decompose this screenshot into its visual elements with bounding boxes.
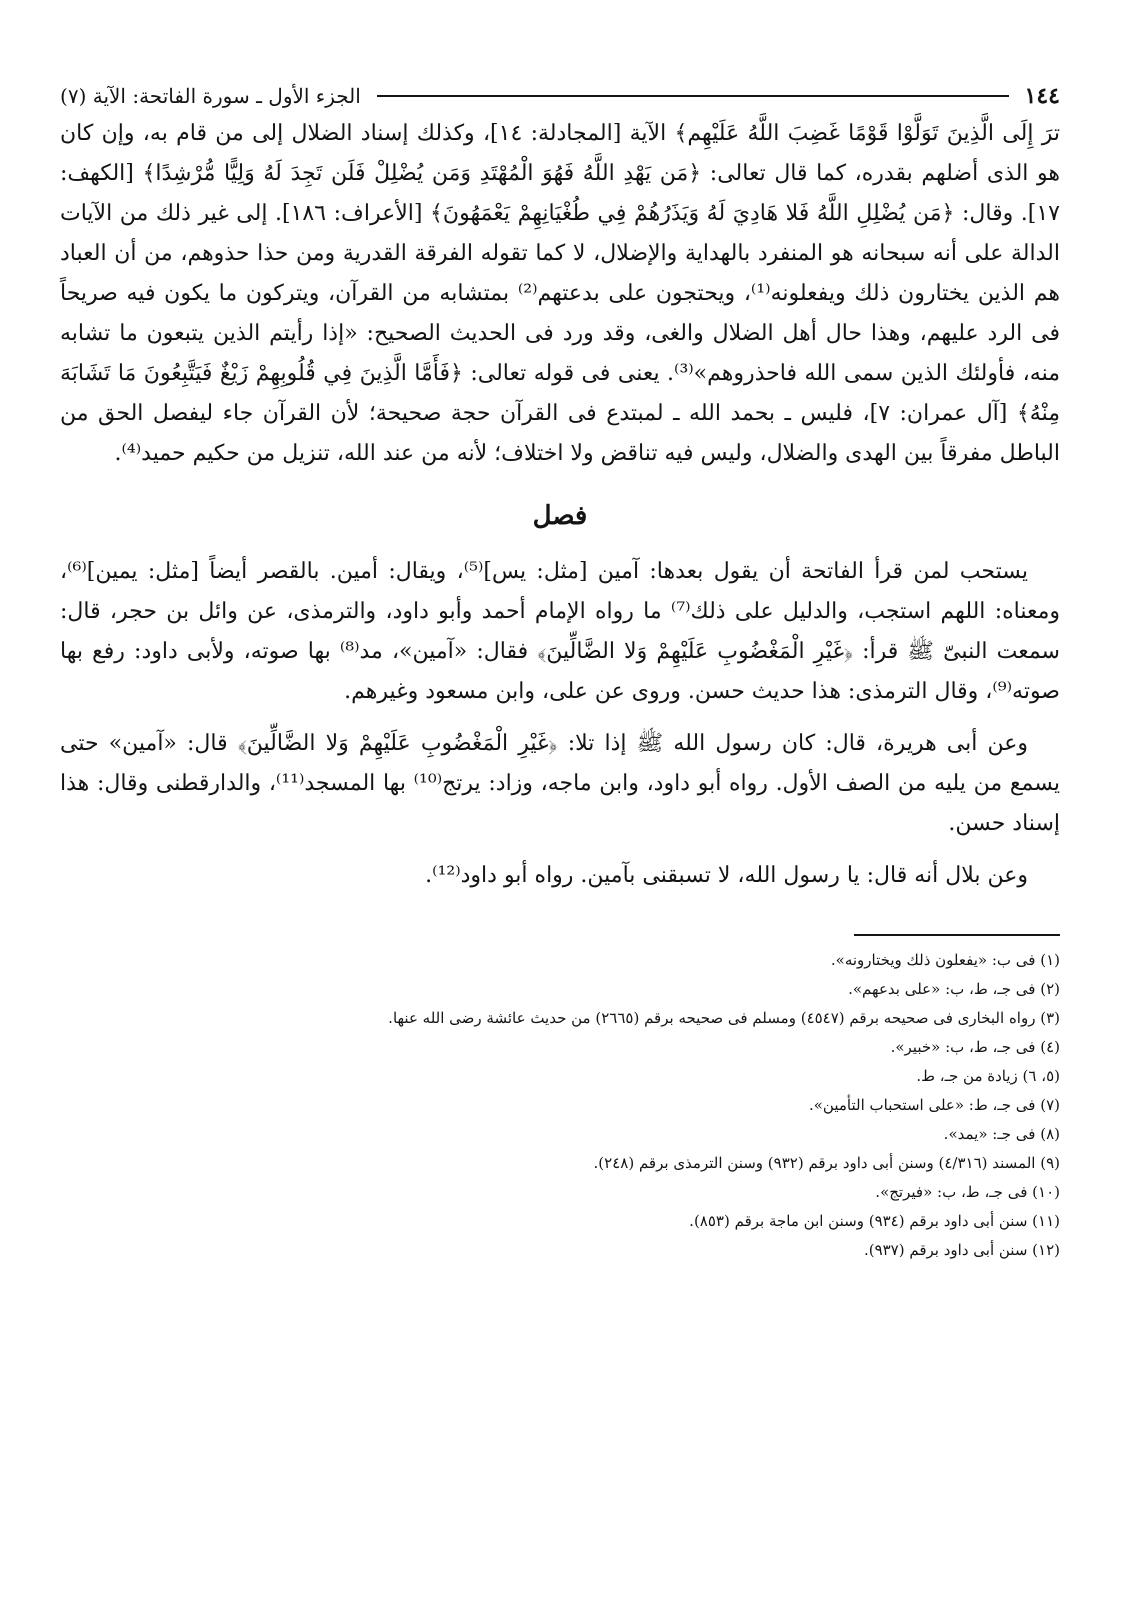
paragraph-abu-hurayra: وعن أبى هريرة، قال: كان رسول الله ﷺ إذا تلا: ﴿غَيْرِ الْمَغْضُوبِ عَلَيْهِمْ وَلا الضَّالِّينَ﴾ قال: «آمين» حتى يسمع من يليه من الصف الأول. رواه أبو داود، وابن ماجه، وزاد: يرتج⁽¹⁰⁾ بها المسجد⁽¹¹⁾، والدارقطنى وقال: هذا إسناد حسن.: [60, 731, 1061, 836]
paragraph-bilal: وعن بلال أنه قال: يا رسول الله، لا تسبقنى بآمين. رواه أبو داود⁽¹²⁾.: [425, 863, 1028, 888]
footnote: (١١) سنن أبى داود برقم (٩٣٤) وسنن ابن ماجة برقم (٨٥٣).: [689, 1212, 1060, 1230]
footnote: (٢) فى جـ، ط، ب: «على بدعهم».: [848, 980, 1060, 998]
section-heading: فصل: [532, 501, 588, 531]
footnote-separator-wrap: [60, 896, 1060, 946]
footnotes-list: [60, 946, 1060, 1265]
footnote: (٥، ٦) زيادة من جـ، ط.: [916, 1067, 1060, 1085]
main-text: [60, 114, 1060, 896]
running-title: الجزء الأول ـ سورة الفاتحة: الآية (٧): [60, 84, 361, 108]
footnote-separator: [854, 934, 1060, 936]
footnote: (٧) فى جـ، ط: «على استحباب التأمين».: [808, 1096, 1060, 1114]
paragraph-continuation: ترَ إِلَى الَّذِينَ تَوَلَّوْا قَوْمًا غَضِبَ اللَّهُ عَلَيْهِم﴾ الآية [المجادلة: ١٤]، وكذلك إسناد الضلال إلى من قام به، وإن كان هو الذى أضلهم بقدره، كما قال تعالى: ﴿مَن يَهْدِ اللَّهُ فَهُوَ الْمُهْتَدِ وَمَن يُضْلِلْ فَلَن تَجِدَ لَهُ وَلِيًّا مُّرْشِدًا﴾ [الكهف: ١٧]. وقال: ﴿مَن يُضْلِلِ اللَّهُ فَلا هَادِيَ لَهُ وَيَذَرُهُمْ فِي طُغْيَانِهِمْ يَعْمَهُونَ﴾ [الأعراف: ١٨٦]. إلى غير ذلك من الآيات الدالة على أنه سبحانه هو المنفرد بالهداية والإضلال، لا كما تقوله الفرقة القدرية ومن حذا حذوهم، من أن العباد هم الذين يختارون ذلك ويفعلونه⁽¹⁾، ويحتجون على بدعتهم⁽²⁾ بمتشابه من القرآن، ويتركون ما يكون فيه صريحاً فى الرد عليهم، وهذا حال أهل الضلال والغى، وقد ورد فى الحديث الصحيح: «إذا رأيتم الذين يتبعون ما تشابه منه، فأولئك الذين سمى الله فاحذروهم»⁽³⁾. يعنى فى قوله تعالى: ﴿فَأَمَّا الَّذِينَ فِي قُلُوبِهِمْ زَيْغٌ فَيَتَّبِعُونَ مَا تَشَابَهَ مِنْهُ﴾ [آل عمران: ٧]، فليس ـ بحمد الله ـ لمبتدع فى القرآن حجة صحيحة؛ لأن القرآن جاء ليفصل الحق من الباطل مفرقاً بين الهدى والضلال، وليس فيه تناقض ولا اختلاف؛ لأنه من عند الله، تنزيل من حكيم حميد⁽⁴⁾.: [60, 121, 1060, 466]
page-number: ١٤٤: [1024, 83, 1060, 109]
paragraph-amin: يستحب لمن قرأ الفاتحة أن يقول بعدها: آمين [مثل: يس]⁽⁵⁾، ويقال: أمين. بالقصر أيضاً [مثل: يمين]⁽⁶⁾، ومعناه: اللهم استجب، والدليل على ذلك⁽⁷⁾ ما رواه الإمام أحمد وأبو داود، والترمذى، عن وائل بن حجر، قال: سمعت النبىّ ﷺ قرأ: ﴿غَيْرِ الْمَغْضُوبِ عَلَيْهِمْ وَلا الضَّالِّينَ﴾ فقال: «آمين»، مد⁽⁸⁾ بها صوته، ولأبى داود: رفع بها صوته⁽⁹⁾، وقال الترمذى: هذا حديث حسن. وروى عن على، وابن مسعود وغيرهم.: [60, 559, 1061, 704]
footnote: (٩) المسند (٤/٣١٦) وسنن أبى داود برقم (٩٣٢) وسنن الترمذى برقم (٢٤٨).: [593, 1154, 1060, 1172]
footnote: (١) فى ب: «يفعلون ذلك ويختارونه».: [830, 951, 1060, 969]
header-rule: [377, 95, 1009, 97]
running-header: [60, 78, 1060, 114]
footnote: (١٢) سنن أبى داود برقم (٩٣٧).: [863, 1241, 1060, 1259]
footnote: (١٠) فى جـ، ط، ب: «فيرتج».: [875, 1183, 1060, 1201]
footnote: (٤) فى جـ، ط، ب: «خبير».: [890, 1038, 1060, 1056]
book-page: [60, 78, 1060, 1265]
footnote: (٨) فى جـ: «يمد».: [943, 1125, 1060, 1143]
footnote: (٣) رواه البخارى فى صحيحه برقم (٤٥٤٧) ومسلم فى صحيحه برقم (٢٦٦٥) من حديث عائشة رضى الله عنها.: [388, 1009, 1060, 1027]
